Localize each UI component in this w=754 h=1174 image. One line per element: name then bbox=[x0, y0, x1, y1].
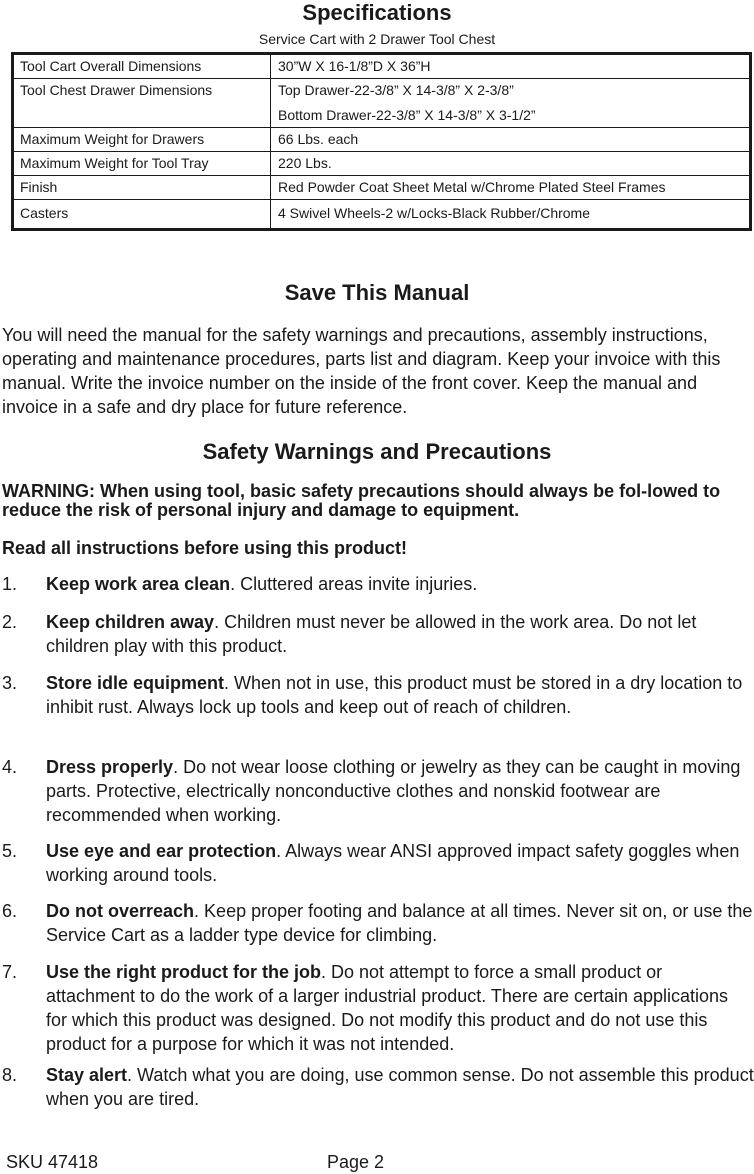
specifications-table bbox=[11, 52, 752, 231]
table-row bbox=[13, 128, 751, 152]
item-text: . Do not wear loose clothing or jewelry as they can be caught in moving parts. Protective, electrically nonconductive clothes and nonskid footwear are recommended when working. bbox=[46, 757, 741, 825]
spec-label: Maximum Weight for Drawers bbox=[13, 128, 271, 152]
save-manual-title: Save This Manual bbox=[284, 280, 470, 305]
list-item bbox=[2, 960, 754, 1056]
specifications-subtitle: Service Cart with 2 Drawer Tool Chest bbox=[258, 31, 496, 47]
item-number: 7. bbox=[2, 962, 18, 982]
specifications-title: Specifications bbox=[302, 0, 452, 25]
item-number: 4. bbox=[2, 757, 18, 777]
spec-value: Red Powder Coat Sheet Metal w/Chrome Plated Steel Frames bbox=[271, 176, 751, 200]
list-item bbox=[2, 899, 754, 947]
spec-value: Top Drawer-22-3/8” X 14-3/8” X 2-3/8” bbox=[278, 82, 514, 98]
spec-value: 4 Swivel Wheels-2 w/Locks-Black Rubber/Chrome bbox=[271, 200, 751, 230]
spec-label: Tool Chest Drawer Dimensions bbox=[13, 79, 271, 128]
table-row bbox=[13, 79, 751, 128]
item-heading: Store idle equipment bbox=[46, 673, 225, 693]
table-row bbox=[13, 200, 751, 230]
item-heading: Do not overreach bbox=[46, 901, 195, 921]
item-number: 8. bbox=[2, 1065, 18, 1085]
table-row bbox=[13, 176, 751, 200]
list-item bbox=[2, 755, 754, 827]
read-all-instructions: Read all instructions before using this product! bbox=[2, 538, 408, 558]
item-number: 2. bbox=[2, 612, 18, 632]
footer-sku: SKU 47418 bbox=[6, 1152, 99, 1172]
list-item bbox=[2, 671, 754, 719]
item-text: . Watch what you are doing, use common sense. Do not assemble this product when you are tired. bbox=[46, 1065, 754, 1109]
spec-label: Tool Cart Overall Dimensions bbox=[13, 54, 271, 79]
item-number: 6. bbox=[2, 901, 18, 921]
table-row bbox=[13, 54, 751, 79]
spec-value-cell bbox=[271, 79, 751, 128]
item-text: . When not in use, this product must be stored in a dry location to inhibit rust. Always lock up tools and keep out of reach of children. bbox=[46, 673, 743, 717]
item-heading: Dress properly bbox=[46, 757, 174, 777]
spec-value: Bottom Drawer-22-3/8” X 14-3/8” X 3-1/2” bbox=[278, 107, 536, 123]
spec-label: Maximum Weight for Tool Tray bbox=[13, 152, 271, 176]
item-number: 1. bbox=[2, 574, 18, 594]
item-text: . Keep proper footing and balance at all times. Never sit on, or use the Service Cart as a ladder type device for climbing. bbox=[46, 901, 753, 945]
item-number: 3. bbox=[2, 673, 18, 693]
item-heading: Keep children away bbox=[46, 612, 215, 632]
item-heading: Stay alert bbox=[46, 1065, 128, 1085]
footer-page-number: Page 2 bbox=[327, 1152, 385, 1172]
save-manual-text: You will need the manual for the safety warnings and precautions, assembly instructions, operating and maintenance procedures, parts list and diagram. Keep your invoice with this manual. Write the invoice number on the inside of the front cover. Keep the manual and invoice in a safe and dry place for future reference. bbox=[2, 325, 721, 417]
safety-title: Safety Warnings and Precautions bbox=[202, 439, 552, 464]
item-text: . Children must never be allowed in the work area. Do not let children play with this product. bbox=[46, 612, 697, 656]
warning-text: WARNING: When using tool, basic safety precautions should always be fol-lowed to reduce the risk of personal injury and damage to equipment. bbox=[2, 481, 721, 520]
list-item bbox=[2, 572, 754, 596]
item-heading: Keep work area clean bbox=[46, 574, 231, 594]
spec-value: 30”W X 16-1/8”D X 36”H bbox=[271, 54, 751, 79]
spec-value: 66 Lbs. each bbox=[271, 128, 751, 152]
item-heading: Use the right product for the job bbox=[46, 962, 321, 982]
spec-label: Casters bbox=[13, 200, 271, 230]
list-item bbox=[2, 1063, 754, 1111]
item-text: . Do not attempt to force a small product or attachment to do the work of a larger industrial product. There are certain applications for which this product was designed. Do not modify this product and do not use this product for a purpose for which it was not intended. bbox=[46, 962, 729, 1054]
item-heading: Use eye and ear protection bbox=[46, 841, 277, 861]
spec-value: 220 Lbs. bbox=[271, 152, 751, 176]
item-text: . Always wear ANSI approved impact safety goggles when working around tools. bbox=[46, 841, 740, 885]
list-item bbox=[2, 610, 754, 658]
spec-label: Finish bbox=[13, 176, 271, 200]
list-item bbox=[2, 839, 754, 887]
item-number: 5. bbox=[2, 841, 18, 861]
table-row bbox=[13, 152, 751, 176]
item-text: . Cluttered areas invite injuries. bbox=[230, 574, 478, 594]
